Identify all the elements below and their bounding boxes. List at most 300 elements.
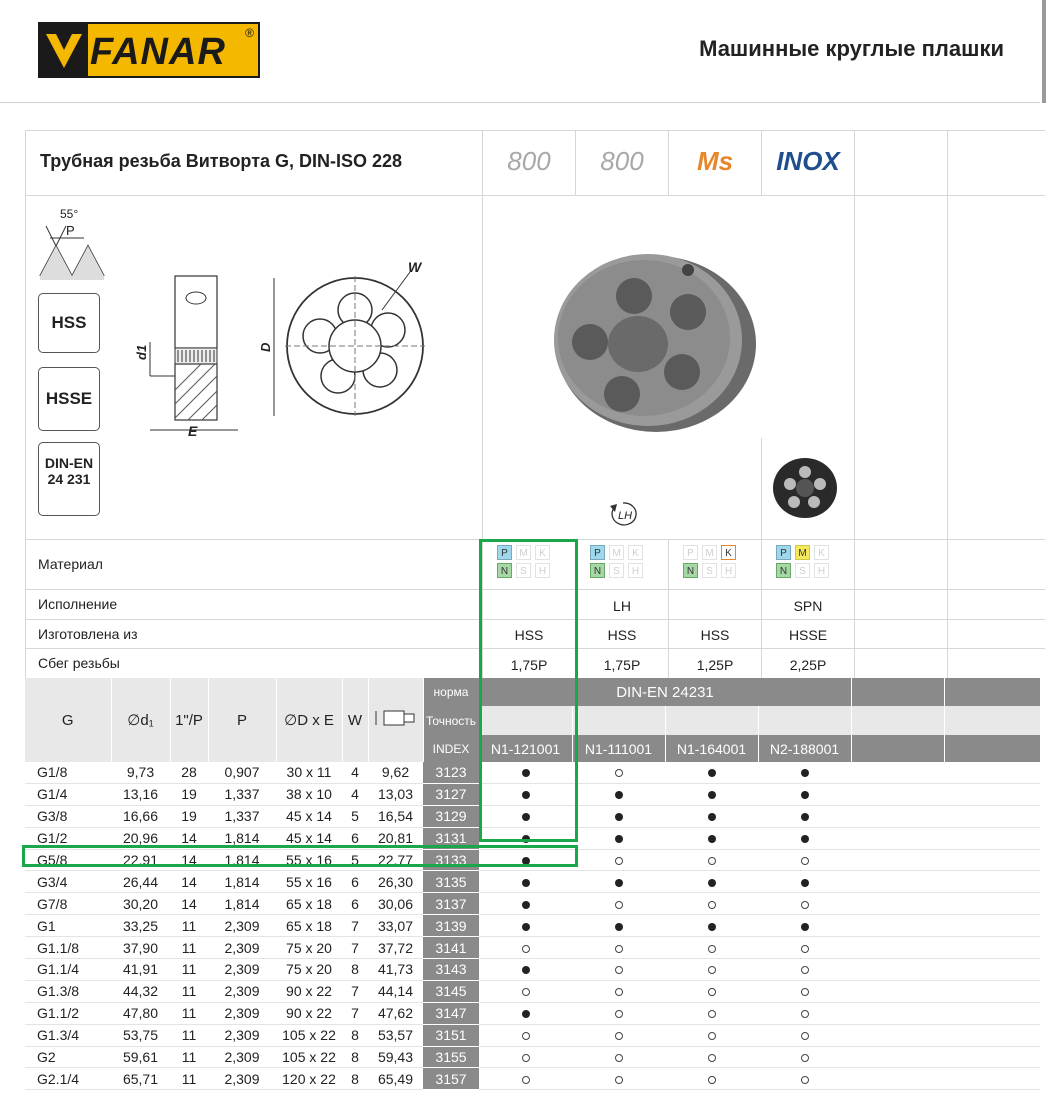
- left-hand-rotation-icon: [607, 500, 641, 528]
- cell-g: G1.1/2: [25, 1002, 111, 1024]
- cell-tpi: 11: [170, 959, 208, 981]
- execution-value: SPN: [793, 598, 823, 614]
- cell-tpi: 11: [170, 915, 208, 937]
- cell-x: 9,62: [368, 762, 423, 783]
- execution-label: Исполнение: [38, 596, 118, 612]
- on-order-circle-icon: [522, 1054, 530, 1062]
- availability-cell: [665, 1024, 758, 1046]
- cell-d1: 9,73: [111, 762, 170, 783]
- availability-cell: [572, 893, 665, 915]
- spn-die-photo: [770, 456, 840, 520]
- e-dimension-label: E: [188, 423, 198, 439]
- logo-registered: ®: [245, 26, 254, 40]
- empty-cell: [851, 1024, 944, 1046]
- logo-v-mark-icon: [40, 24, 88, 76]
- cell-p: 2,309: [208, 959, 276, 981]
- hsse-badge: HSSE: [38, 367, 100, 431]
- index-label: INDEX: [423, 735, 479, 762]
- availability-cell: [479, 980, 572, 1002]
- die-side-view-drawing: [130, 270, 245, 440]
- empty-cell: [944, 762, 1040, 783]
- cell-w: 5: [342, 849, 368, 871]
- in-stock-dot-icon: [615, 879, 623, 887]
- product-title: Трубная резьба Витворта G, DIN-ISO 228: [40, 151, 403, 171]
- material-grid: [683, 545, 737, 578]
- col-header-w: W: [342, 678, 368, 762]
- cell-dxe: 75 x 20: [276, 959, 342, 981]
- material-cell-h: H: [721, 563, 736, 578]
- in-stock-dot-icon: [708, 813, 716, 821]
- empty-cell: [851, 915, 944, 937]
- runout-value: 1,75P: [510, 657, 548, 673]
- norm-label: норма: [423, 678, 479, 706]
- header-divider: [0, 102, 1040, 103]
- empty-cell: [851, 805, 944, 827]
- cell-w: 8: [342, 1046, 368, 1068]
- availability-cell: [665, 959, 758, 981]
- availability-cell: [572, 959, 665, 981]
- material-grid: [776, 545, 830, 578]
- availability-cell: [572, 849, 665, 871]
- cell-idx: 3139: [423, 915, 479, 937]
- cell-idx: 3141: [423, 937, 479, 959]
- material-cell-p: P: [497, 545, 512, 560]
- availability-cell: [572, 762, 665, 783]
- cell-p: 1,337: [208, 783, 276, 805]
- cell-g: G1/4: [25, 783, 111, 805]
- on-order-circle-icon: [615, 1010, 623, 1018]
- col-header-dxe: ∅D x E: [276, 678, 342, 762]
- cell-tpi: 11: [170, 1046, 208, 1068]
- col-header-d1: ∅d₁: [111, 678, 170, 762]
- empty-cell: [851, 959, 944, 981]
- cell-d1: 30,20: [111, 893, 170, 915]
- availability-cell: [665, 827, 758, 849]
- cell-idx: 3155: [423, 1046, 479, 1068]
- availability-cell: [479, 1068, 572, 1090]
- availability-cell: [758, 980, 851, 1002]
- cell-x: 20,81: [368, 827, 423, 849]
- cell-g: G1/2: [25, 827, 111, 849]
- material-cell-n: N: [776, 563, 791, 578]
- cell-d1: 37,90: [111, 937, 170, 959]
- on-order-circle-icon: [615, 901, 623, 909]
- on-order-circle-icon: [708, 857, 716, 865]
- table-row: [25, 1046, 1040, 1068]
- in-stock-dot-icon: [801, 813, 809, 821]
- col-header-p: P: [208, 678, 276, 762]
- lh-badge-text: LH: [618, 510, 633, 522]
- cell-g: G2: [25, 1046, 111, 1068]
- availability-cell: [758, 849, 851, 871]
- article-code: N2-188001: [758, 735, 851, 762]
- din-en-badge: DIN-EN 24 231: [38, 442, 100, 516]
- cell-w: 8: [342, 1068, 368, 1090]
- empty-cell: [944, 871, 1040, 893]
- made-of-label: Изготовлена из: [38, 626, 138, 642]
- material-cell-m: M: [702, 545, 717, 560]
- on-order-circle-icon: [615, 966, 623, 974]
- table-row: [25, 915, 1040, 937]
- thread-pitch-label: P: [66, 223, 75, 238]
- cell-idx: 3123: [423, 762, 479, 783]
- cell-idx: 3127: [423, 783, 479, 805]
- cell-idx: 3137: [423, 893, 479, 915]
- on-order-circle-icon: [801, 966, 809, 974]
- on-order-circle-icon: [708, 966, 716, 974]
- availability-cell: [665, 1068, 758, 1090]
- cell-g: G1.3/8: [25, 980, 111, 1002]
- cell-dxe: 90 x 22: [276, 980, 342, 1002]
- material-cell-k: K: [721, 545, 736, 560]
- on-order-circle-icon: [801, 1032, 809, 1040]
- availability-cell: [758, 1024, 851, 1046]
- cell-p: 0,907: [208, 762, 276, 783]
- on-order-circle-icon: [708, 1054, 716, 1062]
- die-front-view-drawing: [260, 258, 440, 430]
- availability-cell: [665, 980, 758, 1002]
- cell-idx: 3145: [423, 980, 479, 1002]
- cell-w: 4: [342, 762, 368, 783]
- cell-d1: 16,66: [111, 805, 170, 827]
- logo-text: FANAR: [90, 31, 226, 73]
- empty-cell: [851, 893, 944, 915]
- empty-cell: [944, 1068, 1040, 1090]
- empty-cell: [851, 937, 944, 959]
- material-cell-p: P: [683, 545, 698, 560]
- hss-badge: HSS: [38, 293, 100, 353]
- availability-cell: [572, 915, 665, 937]
- availability-cell: [665, 762, 758, 783]
- empty-cell: [851, 1002, 944, 1024]
- material-cell-h: H: [535, 563, 550, 578]
- availability-cell: [479, 1002, 572, 1024]
- empty-cell: [944, 1002, 1040, 1024]
- material-cell-k: K: [814, 545, 829, 560]
- cell-dxe: 45 x 14: [276, 805, 342, 827]
- cell-idx: 3129: [423, 805, 479, 827]
- availability-cell: [665, 937, 758, 959]
- on-order-circle-icon: [801, 857, 809, 865]
- availability-cell: [758, 871, 851, 893]
- empty-cell: [944, 849, 1040, 871]
- dimension-x-icon: [372, 705, 420, 731]
- in-stock-dot-icon: [522, 901, 530, 909]
- cell-w: 4: [342, 783, 368, 805]
- cell-dxe: 75 x 20: [276, 937, 342, 959]
- empty-cell: [944, 1046, 1040, 1068]
- availability-cell: [572, 783, 665, 805]
- cell-d1: 26,44: [111, 871, 170, 893]
- on-order-circle-icon: [801, 1010, 809, 1018]
- cell-dxe: 45 x 14: [276, 827, 342, 849]
- highlight-row-g5-8: [22, 845, 578, 867]
- on-order-circle-icon: [708, 1032, 716, 1040]
- cell-p: 2,309: [208, 915, 276, 937]
- cell-idx: 3157: [423, 1068, 479, 1090]
- in-stock-dot-icon: [801, 879, 809, 887]
- table-row: [25, 980, 1040, 1002]
- in-stock-dot-icon: [801, 835, 809, 843]
- on-order-circle-icon: [615, 1054, 623, 1062]
- table-row: [25, 871, 1040, 893]
- cell-tpi: 14: [170, 849, 208, 871]
- page-title: Машинные круглые плашки: [699, 36, 1004, 61]
- cell-x: 41,73: [368, 959, 423, 981]
- execution-value: LH: [613, 598, 631, 614]
- material-cell-s: S: [795, 563, 810, 578]
- d1-dimension-label: d1: [134, 344, 149, 360]
- frame-top: [25, 130, 1045, 131]
- empty-cell: [851, 980, 944, 1002]
- cell-dxe: 120 x 22: [276, 1068, 342, 1090]
- empty-cell: [944, 937, 1040, 959]
- in-stock-dot-icon: [615, 923, 623, 931]
- in-stock-dot-icon: [801, 923, 809, 931]
- cell-g: G1.1/4: [25, 959, 111, 981]
- article-code: N1-164001: [665, 735, 758, 762]
- cell-d1: 41,91: [111, 959, 170, 981]
- highlight-column-n1-121001: [479, 539, 578, 842]
- in-stock-dot-icon: [615, 813, 623, 821]
- availability-cell: [572, 1002, 665, 1024]
- article-code: N1-111001: [572, 735, 665, 762]
- table-row: [25, 893, 1040, 915]
- cell-tpi: 11: [170, 1024, 208, 1046]
- in-stock-dot-icon: [708, 835, 716, 843]
- material-cell-m: M: [795, 545, 810, 560]
- empty-cell: [851, 1046, 944, 1068]
- on-order-circle-icon: [801, 945, 809, 953]
- cell-p: 1,814: [208, 849, 276, 871]
- availability-cell: [479, 893, 572, 915]
- in-stock-dot-icon: [522, 966, 530, 974]
- empty-cell: [851, 849, 944, 871]
- made-of-value: HSS: [700, 627, 730, 643]
- runout-label: Сбег резьбы: [38, 655, 120, 671]
- availability-cell: [758, 1068, 851, 1090]
- cell-tpi: 11: [170, 980, 208, 1002]
- material-cell-n: N: [497, 563, 512, 578]
- availability-cell: [479, 1046, 572, 1068]
- cell-d1: 65,71: [111, 1068, 170, 1090]
- cell-p: 2,309: [208, 1024, 276, 1046]
- cell-g: G7/8: [25, 893, 111, 915]
- table-row: [25, 1068, 1040, 1090]
- frame-title-bottom: [25, 195, 1045, 196]
- cell-dxe: 30 x 11: [276, 762, 342, 783]
- on-order-circle-icon: [708, 945, 716, 953]
- cell-d1: 53,75: [111, 1024, 170, 1046]
- on-order-circle-icon: [522, 945, 530, 953]
- cell-idx: 3133: [423, 849, 479, 871]
- runout-value: 1,25P: [696, 657, 734, 673]
- cell-w: 7: [342, 915, 368, 937]
- cell-g: G2.1/4: [25, 1068, 111, 1090]
- availability-cell: [665, 805, 758, 827]
- availability-cell: [665, 893, 758, 915]
- material-label: Материал: [38, 556, 103, 572]
- cell-x: 37,72: [368, 937, 423, 959]
- col-header-g: G: [25, 678, 111, 762]
- on-order-circle-icon: [801, 1054, 809, 1062]
- in-stock-dot-icon: [708, 769, 716, 777]
- cell-dxe: 38 x 10: [276, 783, 342, 805]
- availability-cell: [758, 1046, 851, 1068]
- availability-cell: [572, 1046, 665, 1068]
- cell-dxe: 90 x 22: [276, 1002, 342, 1024]
- on-order-circle-icon: [615, 945, 623, 953]
- article-code: N1-121001: [479, 735, 572, 762]
- cell-x: 33,07: [368, 915, 423, 937]
- cell-idx: 3147: [423, 1002, 479, 1024]
- cell-w: 5: [342, 805, 368, 827]
- on-order-circle-icon: [615, 1076, 623, 1084]
- cell-p: 1,814: [208, 871, 276, 893]
- availability-cell: [572, 1024, 665, 1046]
- cell-w: 8: [342, 959, 368, 981]
- table-row: [25, 937, 1040, 959]
- cell-p: 2,309: [208, 1002, 276, 1024]
- table-row: [25, 1024, 1040, 1046]
- cell-tpi: 11: [170, 1002, 208, 1024]
- empty-cell: [944, 915, 1040, 937]
- fanar-logo: [38, 22, 260, 78]
- cell-idx: 3131: [423, 827, 479, 849]
- empty-cell: [944, 959, 1040, 981]
- cell-d1: 59,61: [111, 1046, 170, 1068]
- cell-w: 7: [342, 937, 368, 959]
- on-order-circle-icon: [522, 1076, 530, 1084]
- empty-cell: [851, 827, 944, 849]
- material-cell-n: N: [683, 563, 698, 578]
- empty-cell: [944, 1024, 1040, 1046]
- availability-cell: [665, 1002, 758, 1024]
- cell-d1: 13,16: [111, 783, 170, 805]
- cell-w: 6: [342, 871, 368, 893]
- table-row: [25, 959, 1040, 981]
- material-cell-m: M: [609, 545, 624, 560]
- in-stock-dot-icon: [708, 923, 716, 931]
- made-of-value: HSS: [514, 627, 544, 643]
- made-of-value: HSSE: [788, 627, 828, 643]
- cell-d1: 44,32: [111, 980, 170, 1002]
- cell-w: 6: [342, 827, 368, 849]
- col-divider: [947, 130, 948, 678]
- cell-p: 2,309: [208, 1046, 276, 1068]
- table-row: [25, 1002, 1040, 1024]
- empty-cell: [851, 783, 944, 805]
- on-order-circle-icon: [522, 1032, 530, 1040]
- cell-g: G3/8: [25, 805, 111, 827]
- empty-cell: [944, 783, 1040, 805]
- round-die-photo: [548, 248, 758, 438]
- on-order-circle-icon: [708, 901, 716, 909]
- material-cell-m: M: [516, 545, 531, 560]
- cell-w: 8: [342, 1024, 368, 1046]
- cell-p: 1,814: [208, 893, 276, 915]
- cell-d1: 47,80: [111, 1002, 170, 1024]
- made-of-value: HSS: [607, 627, 637, 643]
- column-head-800: 800: [600, 146, 644, 176]
- on-order-circle-icon: [708, 988, 716, 996]
- runout-value: 1,75P: [603, 657, 641, 673]
- on-order-circle-icon: [615, 769, 623, 777]
- column-head-inox: INOX: [776, 146, 840, 176]
- thread-profile-icon: [36, 204, 106, 280]
- on-order-circle-icon: [801, 1076, 809, 1084]
- availability-cell: [665, 871, 758, 893]
- in-stock-dot-icon: [615, 791, 623, 799]
- in-stock-dot-icon: [522, 1010, 530, 1018]
- on-order-circle-icon: [801, 988, 809, 996]
- cell-tpi: 28: [170, 762, 208, 783]
- cell-x: 13,03: [368, 783, 423, 805]
- cell-w: 7: [342, 1002, 368, 1024]
- cell-p: 1,337: [208, 805, 276, 827]
- availability-cell: [665, 783, 758, 805]
- material-cell-k: K: [535, 545, 550, 560]
- in-stock-dot-icon: [708, 879, 716, 887]
- in-stock-dot-icon: [522, 879, 530, 887]
- norm-value: DIN-EN 24231: [479, 678, 851, 706]
- cell-dxe: 105 x 22: [276, 1046, 342, 1068]
- cell-tpi: 19: [170, 783, 208, 805]
- cell-x: 47,62: [368, 1002, 423, 1024]
- empty-cell: [851, 762, 944, 783]
- in-stock-dot-icon: [801, 791, 809, 799]
- w-dimension-label: W: [408, 259, 422, 275]
- availability-cell: [758, 762, 851, 783]
- availability-cell: [572, 871, 665, 893]
- column-head-ms: Ms: [696, 146, 734, 176]
- material-cell-k: K: [628, 545, 643, 560]
- empty-cell: [944, 893, 1040, 915]
- cell-g: G1.3/4: [25, 1024, 111, 1046]
- cell-g: G1.1/8: [25, 937, 111, 959]
- availability-cell: [758, 937, 851, 959]
- cell-tpi: 14: [170, 893, 208, 915]
- cell-x: 59,43: [368, 1046, 423, 1068]
- material-cell-s: S: [702, 563, 717, 578]
- availability-cell: [479, 937, 572, 959]
- col-header-x-icon: [368, 678, 423, 762]
- cell-d1: 20,96: [111, 827, 170, 849]
- cell-tpi: 14: [170, 871, 208, 893]
- material-grid: [590, 545, 644, 578]
- availability-cell: [758, 827, 851, 849]
- material-cell-p: P: [776, 545, 791, 560]
- availability-cell: [758, 1002, 851, 1024]
- empty-cell: [944, 980, 1040, 1002]
- frame-left: [25, 130, 26, 678]
- cell-x: 16,54: [368, 805, 423, 827]
- in-stock-dot-icon: [801, 769, 809, 777]
- cell-dxe: 55 x 16: [276, 871, 342, 893]
- cell-tpi: 19: [170, 805, 208, 827]
- cell-g: G5/8: [25, 849, 111, 871]
- material-cell-n: N: [590, 563, 605, 578]
- availability-cell: [758, 959, 851, 981]
- column-head-800: 800: [507, 146, 551, 176]
- in-stock-dot-icon: [522, 923, 530, 931]
- on-order-circle-icon: [522, 988, 530, 996]
- cell-p: 2,309: [208, 980, 276, 1002]
- availability-cell: [758, 893, 851, 915]
- cell-tpi: 11: [170, 937, 208, 959]
- availability-cell: [572, 805, 665, 827]
- cell-p: 1,814: [208, 827, 276, 849]
